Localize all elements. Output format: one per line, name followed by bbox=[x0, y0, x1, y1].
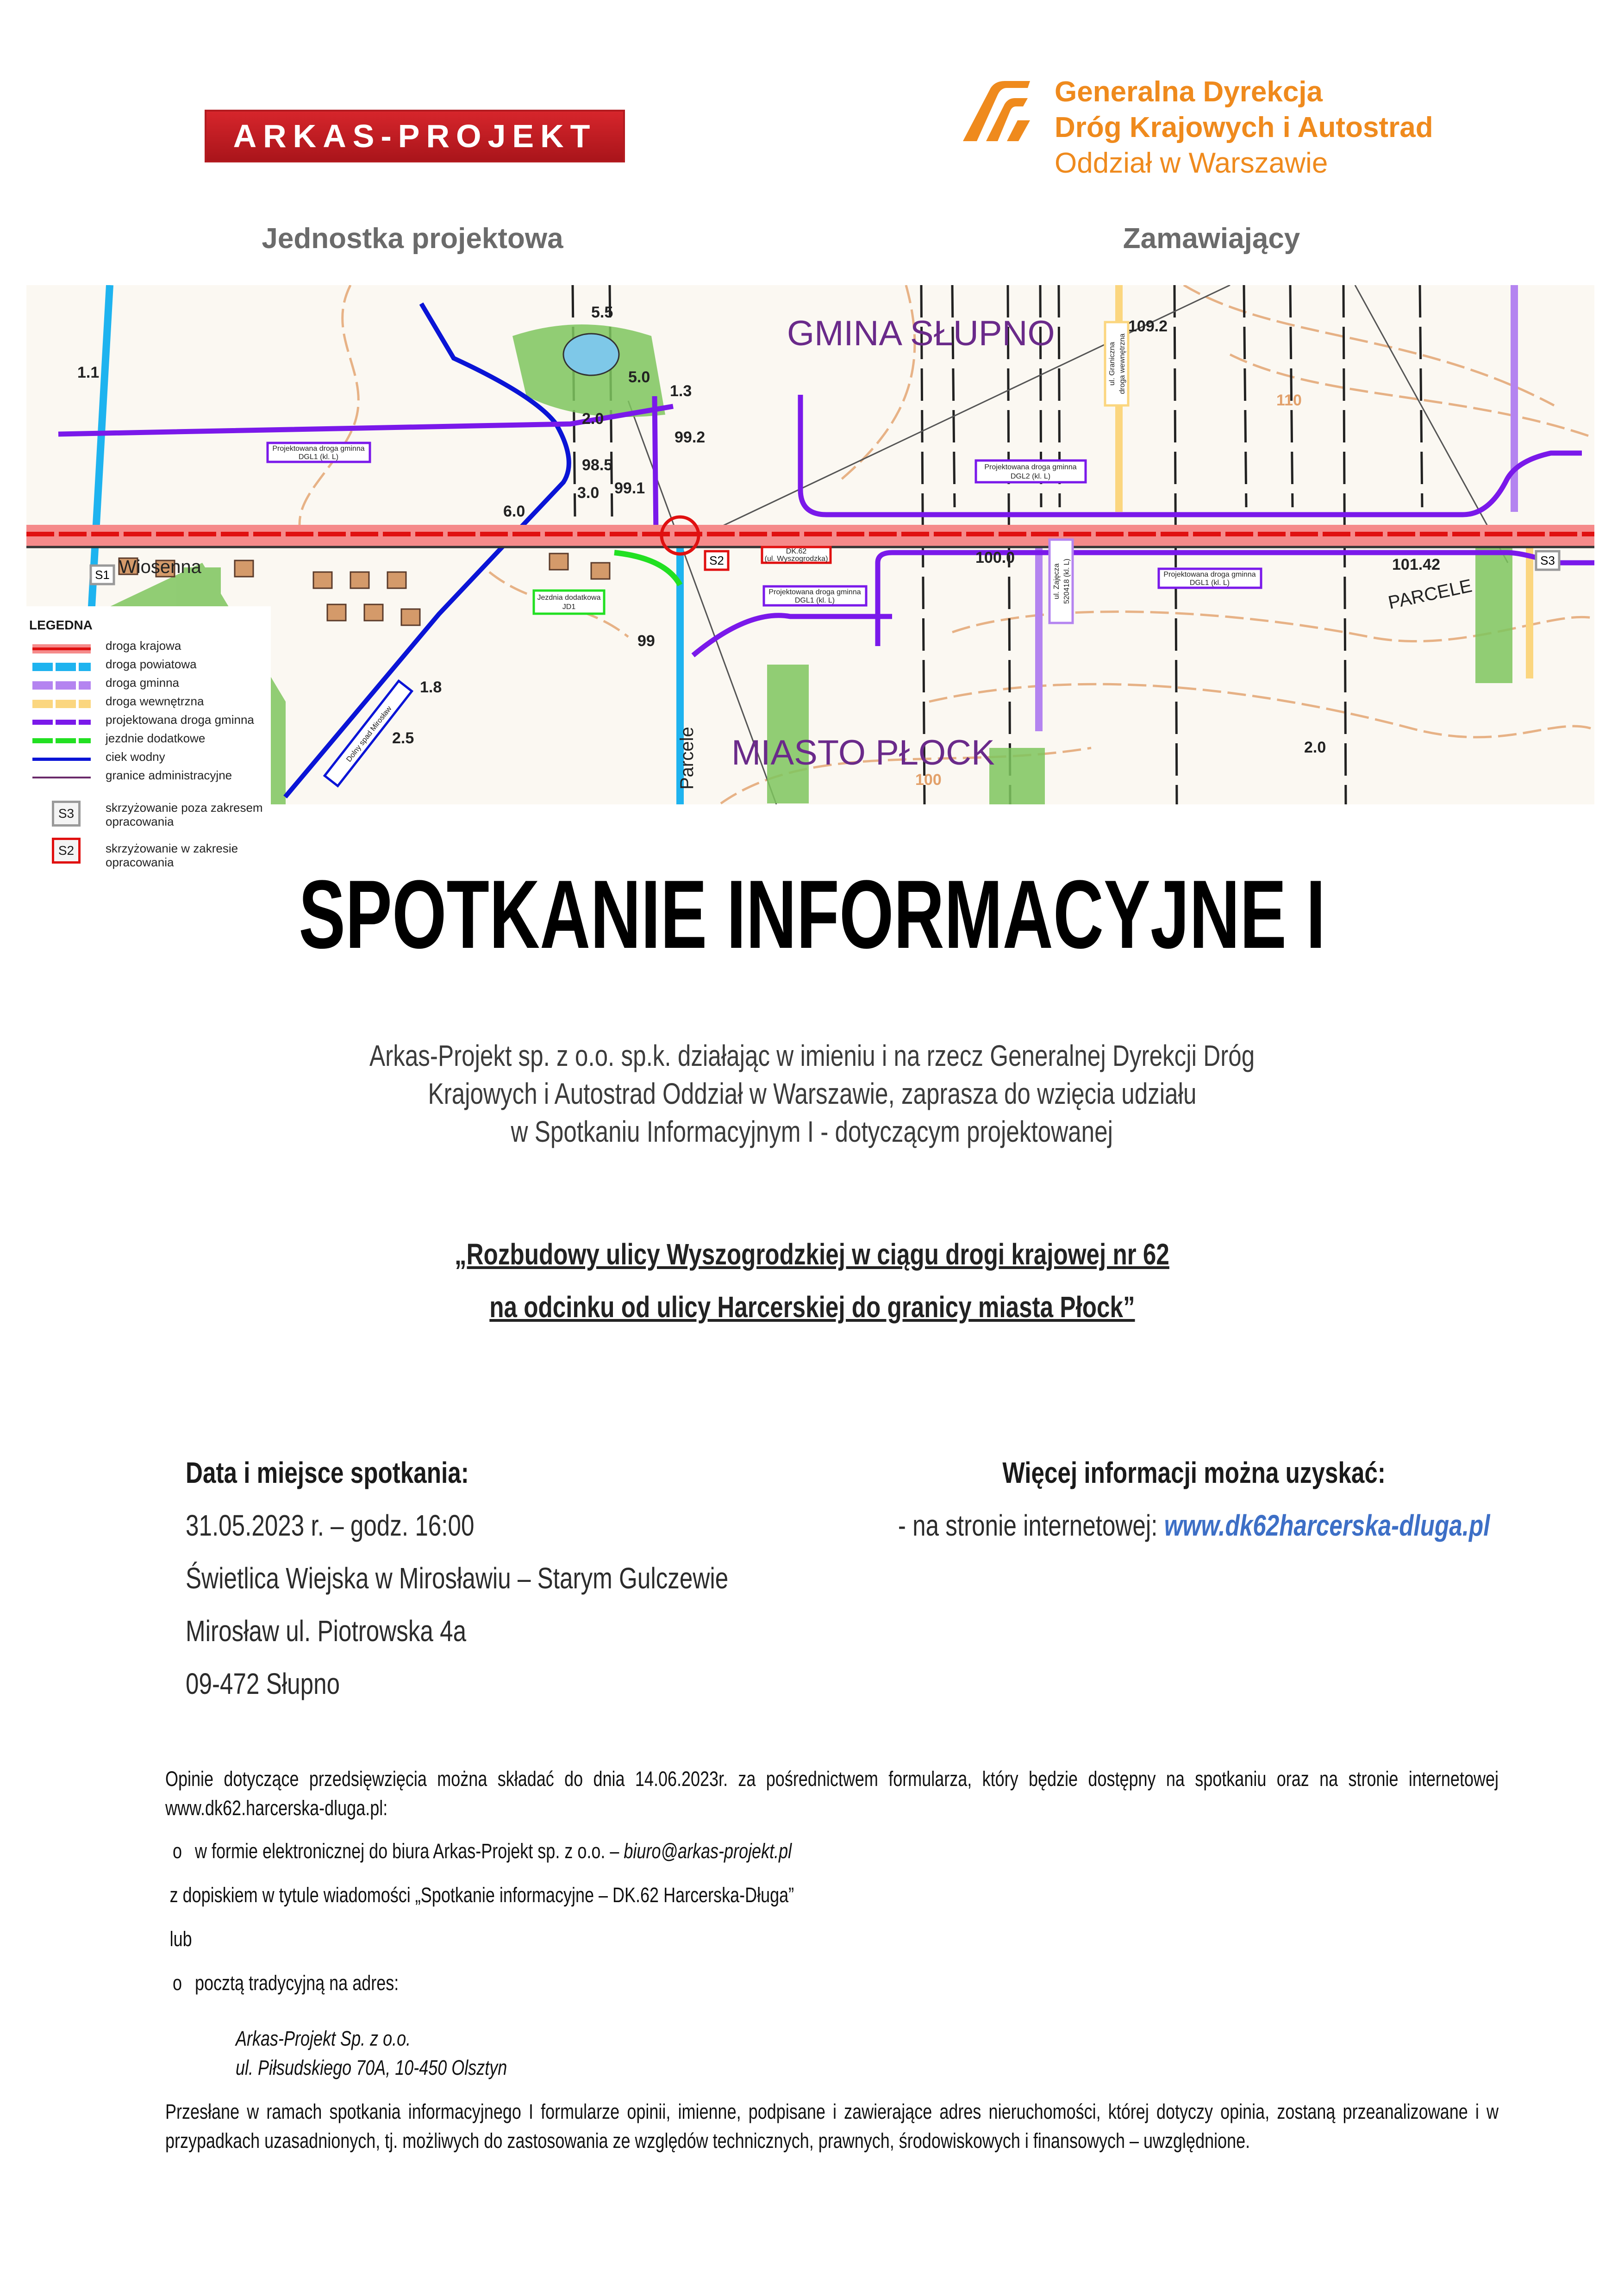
junction-s3: S3 bbox=[1540, 554, 1555, 567]
gddkia-line1: Generalna Dyrekcja bbox=[1055, 76, 1323, 108]
elev: 6.0 bbox=[503, 503, 525, 520]
address-line: Arkas-Projekt Sp. z o.o. bbox=[236, 2027, 411, 2050]
bullet-icon: o bbox=[173, 1971, 182, 1995]
legend-item bbox=[19, 768, 271, 787]
page-title-text: SPOTKANIE INFORMACYJNE I bbox=[299, 860, 1325, 969]
post-text: pocztą tradycyjną na adres: bbox=[195, 1971, 399, 1995]
elev: 5.0 bbox=[628, 368, 650, 386]
meeting-venue: Świetlica Wiejska w Mirosławiu – Starym Gulczewie bbox=[186, 1562, 729, 1595]
legend-label: droga wewnętrzna bbox=[106, 694, 204, 708]
national-road-dk62 bbox=[26, 525, 1594, 547]
legend-swatch-boundary bbox=[32, 777, 91, 778]
client-role-label: Zamawiający bbox=[1123, 223, 1300, 255]
label-dgl1-b-line2: DGL1 (kl. L) bbox=[794, 597, 835, 604]
address-line: ul. Piłsudskiego 70A, 10-450 Olsztyn bbox=[236, 2056, 507, 2079]
meeting-date: 31.05.2023 r. – godz. 16:00 bbox=[186, 1509, 475, 1542]
legend-swatch-additional bbox=[32, 738, 91, 743]
legend-label: droga krajowa bbox=[106, 639, 181, 653]
meeting-postcode: 09-472 Słupno bbox=[186, 1667, 340, 1700]
arkas-logo-text: ARKAS-PROJEKT bbox=[233, 118, 597, 154]
internal-roads bbox=[1119, 285, 1530, 678]
meeting-street: Mirosław ul. Piotrowska 4a bbox=[186, 1614, 467, 1648]
legend-item bbox=[19, 657, 271, 676]
arkas-projekt-logo bbox=[205, 110, 625, 162]
elev: 110 bbox=[1276, 392, 1302, 409]
opinions-closing: Przesłane w ramach spotkania informacyjnego I formularze opinii, imienne, podpisane i zawierające adres nieruchomości, której dotyczy opinia, zostaną przeanalizowane i w przypadkach uzasadnionych, tj. możliwych do zastosowania ze względów technicznych, prawnych, środowiskowych i finansowych – uwzględnione. bbox=[165, 2100, 1499, 2153]
elev: 1.3 bbox=[670, 382, 692, 400]
elev: 99.2 bbox=[675, 429, 706, 446]
elev: 2.5 bbox=[392, 729, 414, 747]
meeting-details bbox=[186, 1446, 728, 1710]
legend-label: droga powiatowa bbox=[106, 657, 197, 671]
elev: 100 bbox=[915, 771, 942, 789]
label-graniczna-line1: ul. Graniczna bbox=[1108, 342, 1116, 386]
subject-note: z dopiskiem w tytule wiadomości „Spotkanie informacyjne – DK.62 Harcerska-Długa” bbox=[169, 1883, 794, 1907]
label-dgl2-line2: DGL2 (kl. L) bbox=[1010, 473, 1051, 480]
project-title-line bbox=[0, 1290, 1624, 1324]
intro-line bbox=[0, 1039, 1624, 1073]
label-river-name: Dolny spad Mirosław bbox=[345, 704, 394, 764]
label-graniczna-line2: droga wewnętrzna bbox=[1118, 333, 1126, 394]
more-info-heading: Więcej informacji można uzyskać: bbox=[1002, 1456, 1386, 1489]
intro-text: Arkas-Projekt sp. z o.o. sp.k. działając w imieniu i na rzecz Generalnej Dyrekcji Dróg bbox=[369, 1039, 1255, 1072]
gddkia-line3: Oddział w Warszawie bbox=[1055, 147, 1328, 179]
gddkia-logo-icon bbox=[958, 79, 1032, 143]
elev: 1.8 bbox=[420, 678, 442, 696]
junction-s1: S1 bbox=[95, 568, 110, 582]
gddkia-logo-text bbox=[1055, 74, 1433, 181]
legend-swatch-projected bbox=[32, 720, 91, 725]
pond bbox=[563, 334, 619, 375]
intro-line bbox=[0, 1076, 1624, 1111]
label-dgl1-c-line1: Projektowana droga gminna bbox=[1163, 571, 1256, 579]
map-legend bbox=[19, 606, 271, 870]
project-title-line bbox=[0, 1237, 1624, 1271]
website-link[interactable]: www.dk62harcerska-dluga.pl bbox=[1164, 1509, 1490, 1542]
page-title bbox=[0, 859, 1624, 971]
gddkia-line2: Dróg Krajowych i Autostrad bbox=[1055, 112, 1433, 143]
label-dgl1-c-line2: DGL1 (kl. L) bbox=[1189, 579, 1230, 587]
legend-label: skrzyżowanie w zakresie opracowania bbox=[106, 841, 238, 869]
label-dgl2-line1: Projektowana droga gminna bbox=[984, 463, 1077, 471]
legend-item bbox=[19, 713, 271, 731]
more-info bbox=[824, 1446, 1490, 1560]
electronic-text: w formie elektronicznej do biura Arkas-Projekt sp. z o.o. – bbox=[195, 1839, 624, 1863]
legend-label: jezdnie dodatkowe bbox=[106, 731, 206, 745]
option-electronic bbox=[165, 1836, 1499, 1866]
label-parcele-vertical: Parcele bbox=[677, 727, 697, 790]
intro-text: w Spotkaniu Informacyjnym I - dotyczącym projektowanej bbox=[511, 1115, 1113, 1148]
label-wiosenna: Wiosenna bbox=[119, 557, 201, 577]
label-parcele: PARCELE bbox=[1386, 575, 1474, 613]
intro-line bbox=[0, 1114, 1624, 1149]
option-post bbox=[165, 1968, 1499, 1997]
legend-title: LEGEDNA bbox=[29, 618, 93, 632]
legend-item bbox=[19, 801, 271, 833]
intro-text: Krajowych i Autostrad Oddział w Warszawie, zaprasza do wzięcia udziału bbox=[428, 1077, 1196, 1110]
contractor-role-label: Jednostka projektowa bbox=[262, 223, 563, 255]
label-dgl1-a-line2: DGL1 (kl. L) bbox=[298, 453, 339, 461]
region-label-miasto-plock: MIASTO PŁOCK bbox=[731, 733, 995, 772]
elev: 100.0 bbox=[975, 549, 1015, 566]
legend-label: skrzyżowanie poza zakresem opracowania bbox=[106, 801, 263, 828]
legend-swatch-national bbox=[32, 644, 91, 653]
legend-item bbox=[19, 731, 271, 750]
legend-item bbox=[19, 676, 271, 694]
more-info-prefix: - na stronie internetowej: bbox=[898, 1509, 1164, 1542]
region-label-gmina-slupno: GMINA SŁUPNO bbox=[787, 314, 1055, 353]
elev: 98.5 bbox=[582, 456, 613, 474]
legend-item bbox=[19, 639, 271, 657]
label-dk62-line2: (ul. Wyszogrodzka) bbox=[764, 555, 828, 563]
elev: 101.42 bbox=[1392, 556, 1440, 573]
opinions-section bbox=[165, 1764, 1499, 2155]
legend-label: granice administracyjne bbox=[106, 768, 232, 782]
label-jd1-line1: Jezdnia dodatkowa bbox=[537, 594, 601, 602]
bullet-icon: o bbox=[173, 1839, 182, 1863]
elev: 99.1 bbox=[614, 479, 645, 497]
label-zajecza-line1: ul. Zajęcza bbox=[1053, 563, 1061, 599]
junction-s2: S2 bbox=[709, 554, 724, 567]
legend-swatch-municipal bbox=[32, 681, 91, 690]
legend-box-s2: S2 bbox=[52, 838, 81, 864]
label-jd1-line2: JD1 bbox=[562, 603, 576, 611]
elev: 5.5 bbox=[591, 304, 613, 321]
label-zajecza-line2: 520418 (kl. L) bbox=[1063, 559, 1071, 604]
legend-item bbox=[19, 694, 271, 713]
elev: 2.0 bbox=[1304, 739, 1326, 756]
legend-label: ciek wodny bbox=[106, 750, 165, 764]
elev: 109.2 bbox=[1128, 317, 1168, 335]
meeting-heading: Data i miejsce spotkania: bbox=[186, 1456, 469, 1489]
elev: 2.0 bbox=[582, 410, 604, 428]
or-text: lub bbox=[169, 1927, 192, 1951]
legend-label: projektowana droga gminna bbox=[106, 713, 254, 727]
legend-swatch-county bbox=[32, 663, 91, 671]
legend-swatch-internal bbox=[32, 700, 91, 708]
label-dgl1-b-line1: Projektowana droga gminna bbox=[768, 588, 861, 596]
elev: 99 bbox=[637, 632, 655, 650]
legend-swatch-water bbox=[32, 758, 91, 761]
elev: 3.0 bbox=[577, 484, 600, 502]
legend-label: droga gminna bbox=[106, 676, 179, 690]
legend-item bbox=[19, 750, 271, 768]
label-dgl1-a-line1: Projektowana droga gminna bbox=[272, 445, 365, 453]
opinions-intro: Opinie dotyczące przedsięwzięcia można składać do dnia 14.06.2023r. za pośrednictwem formularza, który będzie dostępny na spotkaniu oraz na stronie internetowej www.dk62.harcerska-dluga.pl: bbox=[165, 1767, 1499, 1820]
additional-lanes bbox=[614, 553, 680, 585]
project-title-text: na odcinku od ulicy Harcerskiej do granicy miasta Płock” bbox=[489, 1290, 1135, 1324]
email-link[interactable]: biuro@arkas-projekt.pl bbox=[624, 1839, 792, 1863]
legend-box-s3: S3 bbox=[52, 801, 81, 827]
label-dk62-line1: DK.62 bbox=[786, 548, 807, 555]
postal-address bbox=[165, 2024, 1499, 2082]
project-title-text: „Rozbudowy ulicy Wyszogrodzkiej w ciągu drogi krajowej nr 62 bbox=[455, 1238, 1169, 1271]
elev: 1.1 bbox=[77, 364, 100, 381]
